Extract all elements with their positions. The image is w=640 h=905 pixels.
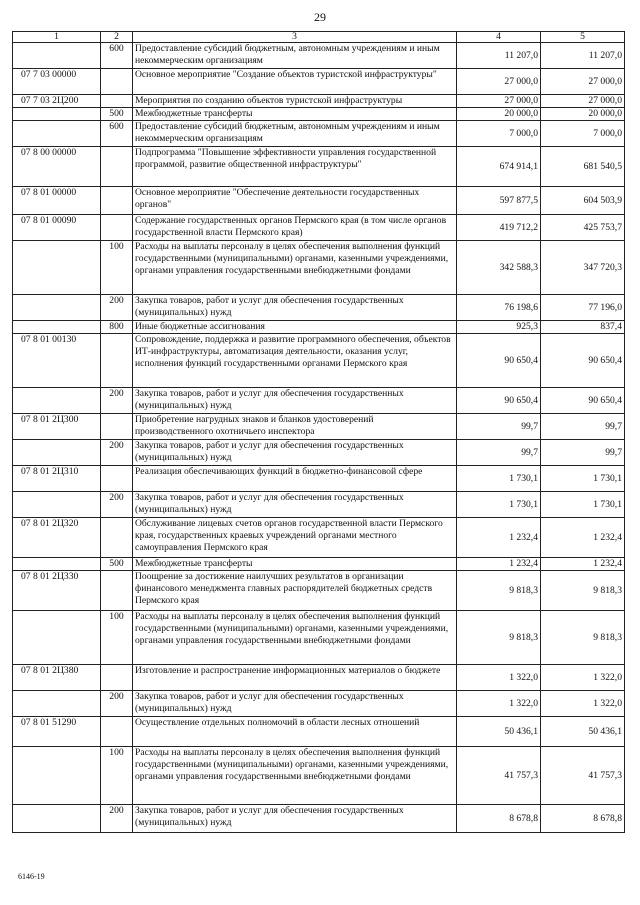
table-row <box>13 611 625 665</box>
table-row <box>13 241 625 295</box>
table-row <box>13 388 625 414</box>
row-code-cell <box>13 440 101 466</box>
row-code-cell: 07 8 01 00000 <box>13 187 101 215</box>
table-row <box>13 187 625 215</box>
row-value-2020-cell: 1 232,4 <box>541 558 625 571</box>
row-name-cell: Закупка товаров, работ и услуг для обеспечения государственных (муниципальных) нужд <box>133 805 457 833</box>
row-value-2019-cell: 20 000,0 <box>457 108 541 121</box>
row-name-cell: Основное мероприятие "Обеспечение деятельности государственных органов" <box>133 187 457 215</box>
row-name-cell: Мероприятия по созданию объектов туристской инфраструктуры <box>133 95 457 108</box>
header-col-4: 4 <box>457 32 541 43</box>
row-name-cell: Закупка товаров, работ и услуг для обеспечения государственных (муниципальных) нужд <box>133 492 457 518</box>
table-row <box>13 440 625 466</box>
row-type-cell: 600 <box>101 121 133 147</box>
row-value-2019-cell: 27 000,0 <box>457 69 541 95</box>
row-name-cell: Межбюджетные трансферты <box>133 108 457 121</box>
row-name-cell: Осуществление отдельных полномочий в области лесных отношений <box>133 717 457 747</box>
row-type-cell: 200 <box>101 440 133 466</box>
row-value-2020-cell: 347 720,3 <box>541 241 625 295</box>
row-code-cell <box>13 121 101 147</box>
row-name-cell: Предоставление субсидий бюджетным, автономным учреждениям и иным некоммерческим организациям <box>133 43 457 69</box>
row-value-2019-cell: 90 650,4 <box>457 334 541 388</box>
row-code-cell <box>13 241 101 295</box>
table-row <box>13 321 625 334</box>
row-value-2019-cell: 1 232,4 <box>457 518 541 558</box>
row-value-2020-cell: 9 818,3 <box>541 571 625 611</box>
row-type-cell <box>101 215 133 241</box>
row-name-cell: Закупка товаров, работ и услуг для обеспечения государственных (муниципальных) нужд <box>133 295 457 321</box>
row-type-cell <box>101 334 133 388</box>
row-name-cell: Расходы на выплаты персоналу в целях обеспечения выполнения функций государственными (муниципальными) органами, казенными учреждениями, органами управления государственными внебюджетными фондами <box>133 747 457 805</box>
row-value-2019-cell: 597 877,5 <box>457 187 541 215</box>
row-type-cell: 100 <box>101 747 133 805</box>
row-value-2020-cell: 50 436,1 <box>541 717 625 747</box>
header-col-5: 5 <box>541 32 625 43</box>
table-row <box>13 747 625 805</box>
row-name-cell: Поощрение за достижение наилучших результатов в организации финансового менеджмента главных распорядителей бюджетных средств Пермского края <box>133 571 457 611</box>
row-type-cell: 100 <box>101 611 133 665</box>
row-code-cell <box>13 388 101 414</box>
row-type-cell <box>101 187 133 215</box>
row-value-2020-cell: 1 730,1 <box>541 466 625 492</box>
row-type-cell: 800 <box>101 321 133 334</box>
row-value-2019-cell: 8 678,8 <box>457 805 541 833</box>
table-row <box>13 492 625 518</box>
table-row <box>13 215 625 241</box>
document-code: 6146-19 <box>18 872 45 881</box>
row-value-2019-cell: 1 730,1 <box>457 492 541 518</box>
table-row <box>13 69 625 95</box>
row-type-cell <box>101 665 133 691</box>
row-value-2020-cell: 1 322,0 <box>541 665 625 691</box>
row-value-2019-cell: 1 322,0 <box>457 665 541 691</box>
row-code-cell <box>13 321 101 334</box>
row-value-2020-cell: 9 818,3 <box>541 611 625 665</box>
row-type-cell <box>101 69 133 95</box>
row-value-2019-cell: 76 198,6 <box>457 295 541 321</box>
row-type-cell <box>101 147 133 187</box>
table-row <box>13 665 625 691</box>
row-value-2020-cell: 837,4 <box>541 321 625 334</box>
table-row <box>13 334 625 388</box>
row-code-cell: 07 8 01 00090 <box>13 215 101 241</box>
row-type-cell <box>101 518 133 558</box>
table-row <box>13 691 625 717</box>
row-value-2020-cell: 27 000,0 <box>541 69 625 95</box>
row-code-cell: 07 8 00 00000 <box>13 147 101 187</box>
header-col-1: 1 <box>13 32 101 43</box>
table-row <box>13 805 625 833</box>
row-name-cell: Приобретение нагрудных знаков и бланков удостоверений производственного охотничьего инспектора <box>133 414 457 440</box>
row-value-2019-cell: 11 207,0 <box>457 43 541 69</box>
row-code-cell: 07 8 01 2Ц320 <box>13 518 101 558</box>
table-row <box>13 95 625 108</box>
table-row <box>13 147 625 187</box>
row-value-2020-cell: 77 196,0 <box>541 295 625 321</box>
row-name-cell: Межбюджетные трансферты <box>133 558 457 571</box>
row-name-cell: Подпрограмма "Повышение эффективности управления государственной программой, развитие общественной инфраструктуры" <box>133 147 457 187</box>
row-name-cell: Основное мероприятие "Создание объектов туристской инфраструктуры" <box>133 69 457 95</box>
row-name-cell: Изготовление и распространение информационных материалов о бюджете <box>133 665 457 691</box>
row-value-2020-cell: 8 678,8 <box>541 805 625 833</box>
row-value-2019-cell: 1 730,1 <box>457 466 541 492</box>
row-type-cell <box>101 466 133 492</box>
row-code-cell: 07 8 01 2Ц310 <box>13 466 101 492</box>
row-value-2019-cell: 9 818,3 <box>457 611 541 665</box>
row-value-2020-cell: 7 000,0 <box>541 121 625 147</box>
row-code-cell <box>13 108 101 121</box>
row-code-cell <box>13 43 101 69</box>
row-code-cell <box>13 805 101 833</box>
table-header-row <box>13 32 625 43</box>
row-type-cell: 200 <box>101 492 133 518</box>
row-type-cell: 200 <box>101 805 133 833</box>
row-type-cell <box>101 95 133 108</box>
row-type-cell: 100 <box>101 241 133 295</box>
row-value-2020-cell: 1 232,4 <box>541 518 625 558</box>
row-name-cell: Обслуживание лицевых счетов органов государственной власти Пермского края, государственных краевых учреждений органами местного самоуправления Пермского края <box>133 518 457 558</box>
header-col-3: 3 <box>133 32 457 43</box>
row-value-2019-cell: 674 914,1 <box>457 147 541 187</box>
row-code-cell: 07 8 01 2Ц380 <box>13 665 101 691</box>
row-value-2019-cell: 99,7 <box>457 440 541 466</box>
row-value-2019-cell: 7 000,0 <box>457 121 541 147</box>
table-row <box>13 466 625 492</box>
row-value-2020-cell: 11 207,0 <box>541 43 625 69</box>
row-value-2020-cell: 90 650,4 <box>541 388 625 414</box>
row-code-cell <box>13 558 101 571</box>
row-value-2020-cell: 1 322,0 <box>541 691 625 717</box>
row-type-cell: 200 <box>101 388 133 414</box>
row-value-2019-cell: 1 322,0 <box>457 691 541 717</box>
row-value-2019-cell: 1 232,4 <box>457 558 541 571</box>
row-code-cell: 07 7 03 2Ц200 <box>13 95 101 108</box>
row-name-cell: Предоставление субсидий бюджетным, автономным учреждениям и иным некоммерческим организациям <box>133 121 457 147</box>
row-name-cell: Расходы на выплаты персоналу в целях обеспечения выполнения функций государственными (муниципальными) органами, казенными учреждениями, органами управления государственными внебюджетными фондами <box>133 611 457 665</box>
row-code-cell <box>13 492 101 518</box>
row-value-2020-cell: 99,7 <box>541 414 625 440</box>
row-value-2020-cell: 1 730,1 <box>541 492 625 518</box>
row-value-2020-cell: 41 757,3 <box>541 747 625 805</box>
row-type-cell: 200 <box>101 691 133 717</box>
row-type-cell: 500 <box>101 558 133 571</box>
table-row <box>13 414 625 440</box>
row-value-2019-cell: 90 650,4 <box>457 388 541 414</box>
row-value-2019-cell: 9 818,3 <box>457 571 541 611</box>
table-row <box>13 295 625 321</box>
row-code-cell <box>13 747 101 805</box>
row-value-2019-cell: 419 712,2 <box>457 215 541 241</box>
row-type-cell: 200 <box>101 295 133 321</box>
row-name-cell: Закупка товаров, работ и услуг для обеспечения государственных (муниципальных) нужд <box>133 388 457 414</box>
row-value-2020-cell: 425 753,7 <box>541 215 625 241</box>
budget-table <box>12 31 625 833</box>
row-name-cell: Иные бюджетные ассигнования <box>133 321 457 334</box>
table-row <box>13 121 625 147</box>
row-name-cell: Закупка товаров, работ и услуг для обеспечения государственных (муниципальных) нужд <box>133 691 457 717</box>
row-name-cell: Содержание государственных органов Пермского края (в том числе органов государственной власти Пермского края) <box>133 215 457 241</box>
row-value-2019-cell: 99,7 <box>457 414 541 440</box>
table-body <box>13 43 625 833</box>
table-row <box>13 558 625 571</box>
table-row <box>13 571 625 611</box>
row-code-cell <box>13 295 101 321</box>
row-name-cell: Сопровождение, поддержка и развитие программного обеспечения, объектов ИТ-инфраструктуры, автоматизация деятельности, оказания услуг, исполнения функций государственными органами Пермского края <box>133 334 457 388</box>
row-name-cell: Реализация обеспечивающих функций в бюджетно-финансовой сфере <box>133 466 457 492</box>
row-value-2019-cell: 342 588,3 <box>457 241 541 295</box>
row-value-2020-cell: 99,7 <box>541 440 625 466</box>
row-type-cell: 500 <box>101 108 133 121</box>
row-code-cell: 07 8 01 2Ц330 <box>13 571 101 611</box>
row-name-cell: Закупка товаров, работ и услуг для обеспечения государственных (муниципальных) нужд <box>133 440 457 466</box>
row-code-cell: 07 8 01 2Ц300 <box>13 414 101 440</box>
row-value-2019-cell: 925,3 <box>457 321 541 334</box>
table-row <box>13 43 625 69</box>
row-code-cell <box>13 691 101 717</box>
row-code-cell: 07 8 01 51290 <box>13 717 101 747</box>
row-code-cell: 07 8 01 00130 <box>13 334 101 388</box>
table-row <box>13 518 625 558</box>
row-code-cell <box>13 611 101 665</box>
row-name-cell: Расходы на выплаты персоналу в целях обеспечения выполнения функций государственными (муниципальными) органами, казенными учреждениями, органами управления государственными внебюджетными фондами <box>133 241 457 295</box>
row-type-cell: 600 <box>101 43 133 69</box>
table-row <box>13 717 625 747</box>
row-type-cell <box>101 717 133 747</box>
row-value-2020-cell: 20 000,0 <box>541 108 625 121</box>
page-number: 29 <box>314 10 326 24</box>
header-col-2: 2 <box>101 32 133 43</box>
row-code-cell: 07 7 03 00000 <box>13 69 101 95</box>
row-value-2019-cell: 27 000,0 <box>457 95 541 108</box>
row-value-2019-cell: 41 757,3 <box>457 747 541 805</box>
row-value-2020-cell: 27 000,0 <box>541 95 625 108</box>
row-type-cell <box>101 414 133 440</box>
row-value-2020-cell: 90 650,4 <box>541 334 625 388</box>
table-row <box>13 108 625 121</box>
row-value-2020-cell: 604 503,9 <box>541 187 625 215</box>
row-type-cell <box>101 571 133 611</box>
row-value-2019-cell: 50 436,1 <box>457 717 541 747</box>
row-value-2020-cell: 681 540,5 <box>541 147 625 187</box>
